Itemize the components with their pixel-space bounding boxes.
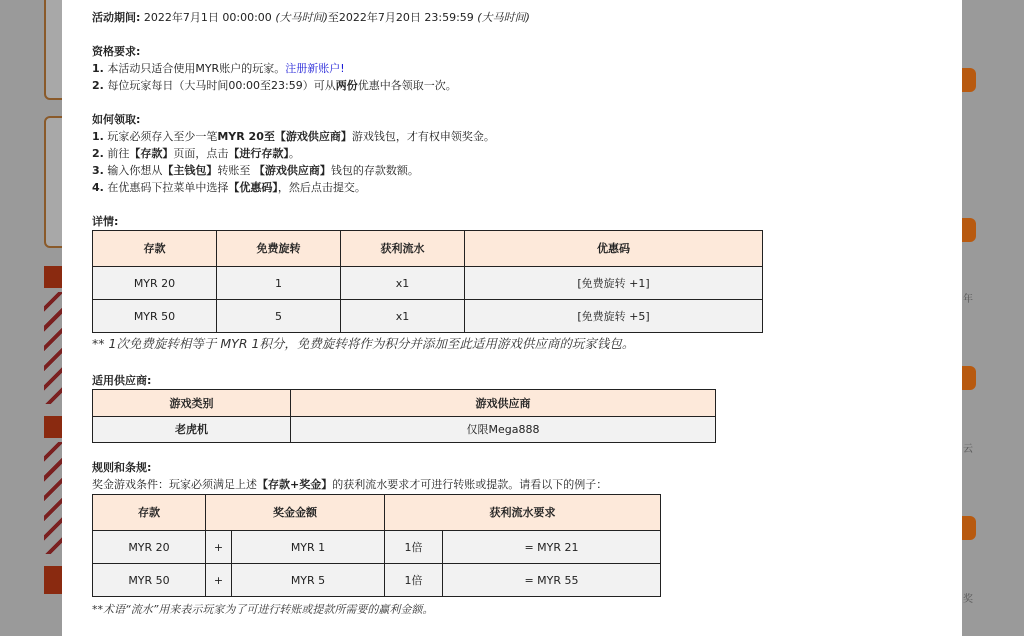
table-header: 存款 xyxy=(93,231,217,267)
step-bold-text: 【优惠码】 xyxy=(228,181,278,194)
period-timezone: (大马时间) xyxy=(477,11,530,24)
rules-table xyxy=(92,494,661,597)
table-cell: + xyxy=(206,531,232,564)
step-text: 。 xyxy=(288,147,300,160)
table-cell: MYR 20 xyxy=(93,531,206,564)
howto-title: 如何领取: xyxy=(92,113,141,126)
table-header: 获利流水 xyxy=(341,231,465,267)
table-cell: 5 xyxy=(217,300,341,333)
rules-text: 的获利流水要求才可进行转账或提款。请看以下的例子： xyxy=(332,478,608,491)
eligibility-section xyxy=(92,43,952,94)
background-button xyxy=(962,218,976,242)
table-header: 免费旋转 xyxy=(217,231,341,267)
background-button xyxy=(962,366,976,390)
table-cell: = MYR 21 xyxy=(443,531,661,564)
step-number: 4. xyxy=(92,181,104,194)
table-cell: 1倍 xyxy=(385,564,443,597)
background-text: 云 xyxy=(963,444,973,455)
table-cell: 老虎机 xyxy=(93,417,291,443)
howto-section xyxy=(92,111,952,196)
period-start: 2022年7月1日 00:00:00 xyxy=(143,11,272,24)
background-text: 奖 xyxy=(963,594,973,605)
rules-note: **术语“流水”用来表示玩家为了可进行转账或提款所需要的赢利金额。 xyxy=(92,603,434,616)
step-bold-text: 【存款】 xyxy=(129,147,174,160)
background-banner-stripe xyxy=(44,292,62,404)
step-text: 输入你想从 xyxy=(107,164,163,177)
table-header: 游戏类别 xyxy=(93,390,291,417)
table-cell: MYR 20 xyxy=(93,267,217,300)
eligibility-title: 资格要求: xyxy=(92,45,141,58)
howto-step xyxy=(92,179,952,196)
details-section xyxy=(92,213,952,352)
table-header: 优惠码 xyxy=(465,231,763,267)
details-table xyxy=(92,230,763,333)
rules-intro xyxy=(92,476,952,493)
howto-step xyxy=(92,162,952,179)
rules-bold-text: 【存款+奖金】 xyxy=(257,478,333,491)
step-text: 转账至 xyxy=(217,164,251,177)
table-cell: 仅限Mega888 xyxy=(291,417,716,443)
step-text: 页面，点击 xyxy=(173,147,229,160)
table-cell: [免费旋转 +5] xyxy=(465,300,763,333)
table-header: 奖金金额 xyxy=(206,495,385,531)
step-bold-text: 【游戏供应商】 xyxy=(253,164,331,177)
step-number: 1. xyxy=(92,130,104,143)
step-text: ，然后点击提交。 xyxy=(277,181,366,194)
step-text: 游戏钱包，才有权申领奖金。 xyxy=(351,130,495,143)
item-number: 2. xyxy=(92,79,104,92)
table-cell: MYR 50 xyxy=(93,300,217,333)
background-button xyxy=(962,68,976,92)
step-number: 3. xyxy=(92,164,104,177)
table-cell: 1倍 xyxy=(385,531,443,564)
background-banner-block xyxy=(44,566,62,594)
table-header-row xyxy=(93,495,661,531)
table-row xyxy=(93,564,661,597)
details-note: ** 1次免费旋转相等于 MYR 1积分，免费旋转将作为积分并添加至此适用游戏供应商的玩家钱包。 xyxy=(92,336,635,351)
providers-table xyxy=(92,389,716,443)
background-banner-block xyxy=(44,416,62,438)
step-bold-text: 【进行存款】 xyxy=(228,147,289,160)
step-bold-text: 【主钱包】 xyxy=(162,164,218,177)
table-cell: MYR 50 xyxy=(93,564,206,597)
table-header-row xyxy=(93,390,716,417)
table-cell: MYR 1 xyxy=(232,531,385,564)
table-cell: x1 xyxy=(341,300,465,333)
step-text: 钱包的存款数额。 xyxy=(330,164,419,177)
rules-title: 规则和条规: xyxy=(92,461,152,474)
table-row xyxy=(93,417,716,443)
table-header: 存款 xyxy=(93,495,206,531)
item-number: 1. xyxy=(92,62,104,75)
rules-text: 奖金游戏条件：玩家必须满足上述 xyxy=(92,478,257,491)
table-row xyxy=(93,267,763,300)
table-header: 游戏供应商 xyxy=(291,390,716,417)
register-link[interactable]: 注册新账户! xyxy=(285,62,345,75)
table-cell: = MYR 55 xyxy=(443,564,661,597)
details-title: 详情: xyxy=(92,215,119,228)
table-cell: + xyxy=(206,564,232,597)
step-text: 在优惠码下拉菜单中选择 xyxy=(107,181,229,194)
period-label: 活动期间: xyxy=(92,11,141,24)
step-text: 玩家必须存入至少一笔 xyxy=(107,130,218,143)
background-button xyxy=(962,516,976,540)
period-timezone: (大马时间) xyxy=(275,11,328,24)
period-end: 至2022年7月20日 23:59:59 xyxy=(327,11,474,24)
table-row xyxy=(93,531,661,564)
background-text: 年 xyxy=(963,294,973,305)
table-cell: 1 xyxy=(217,267,341,300)
table-header-row xyxy=(93,231,763,267)
table-cell: x1 xyxy=(341,267,465,300)
promotion-detail-modal[interactable] xyxy=(62,0,962,636)
rules-section xyxy=(92,459,952,618)
providers-section xyxy=(92,372,952,443)
howto-step xyxy=(92,128,952,145)
table-row xyxy=(93,300,763,333)
eligibility-item xyxy=(92,77,952,94)
promotion-content xyxy=(92,0,952,618)
item-text: 每位玩家每日（大马时间00:00至23:59）可从 xyxy=(107,79,336,92)
step-bold-text: MYR 20至【游戏供应商】 xyxy=(217,130,352,143)
howto-step xyxy=(92,145,952,162)
step-number: 2. xyxy=(92,147,104,160)
table-cell: [免费旋转 +1] xyxy=(465,267,763,300)
background-banner-stripe xyxy=(44,442,62,554)
background-banner-block xyxy=(44,266,62,288)
campaign-period xyxy=(92,9,952,26)
item-text: 本活动只适合使用MYR账户的玩家。 xyxy=(107,62,286,75)
item-bold-text: 两份 xyxy=(335,79,358,92)
item-text: 优惠中各领取一次。 xyxy=(357,79,457,92)
eligibility-item xyxy=(92,60,952,77)
providers-title: 适用供应商: xyxy=(92,374,152,387)
table-header: 获利流水要求 xyxy=(385,495,661,531)
step-text: 前往 xyxy=(107,147,130,160)
table-cell: MYR 5 xyxy=(232,564,385,597)
